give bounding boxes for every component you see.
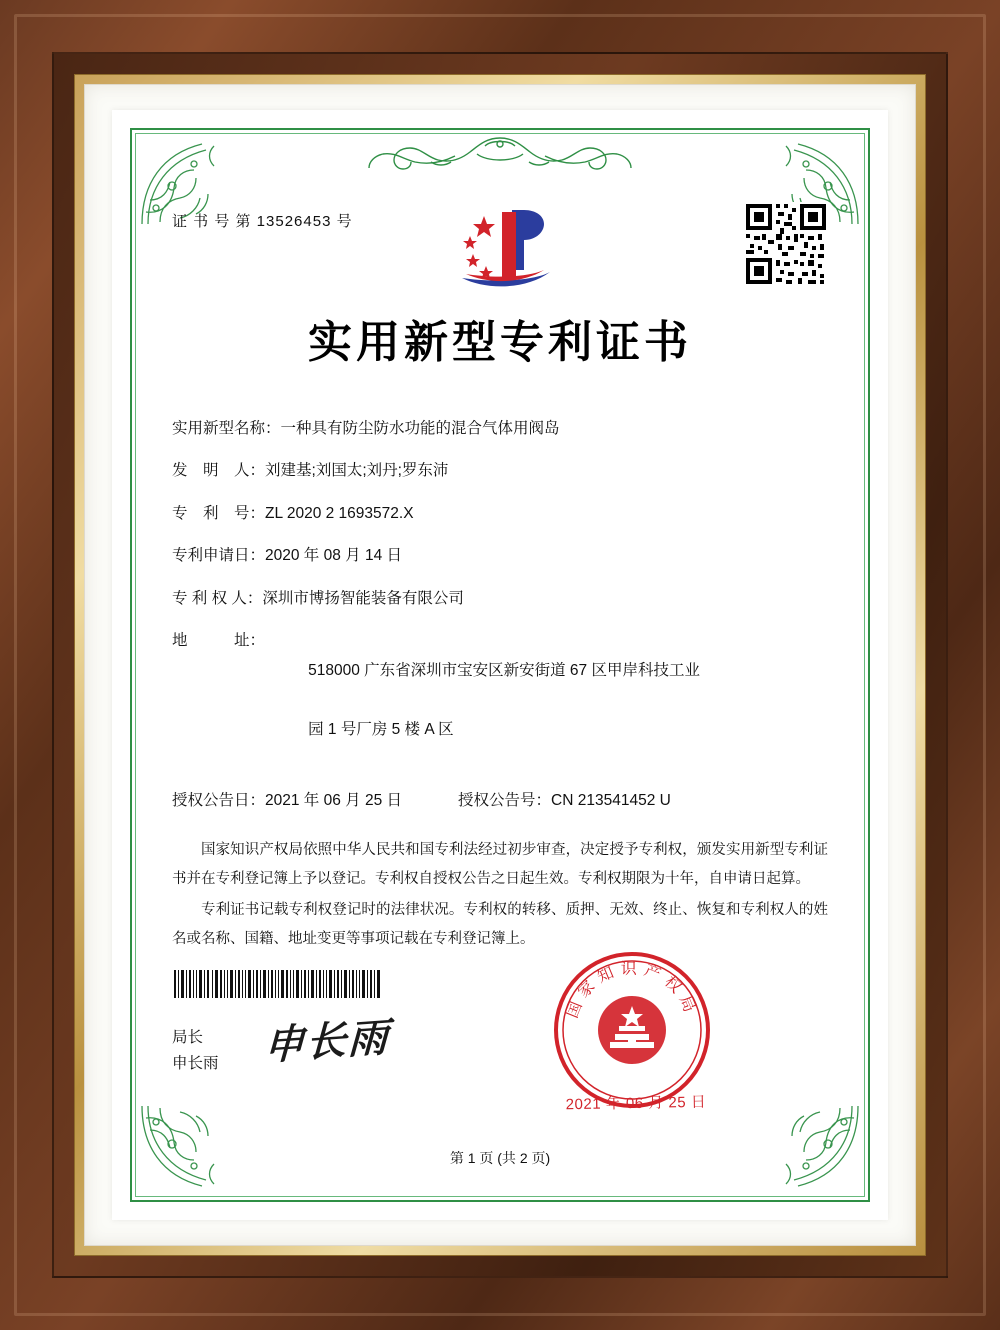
certificate-paper xyxy=(112,110,888,1220)
paragraph-1: 国家知识产权局依照中华人民共和国专利法经过初步审查，决定授予专利权，颁发实用新型专利证书并在专利登记簿上予以登记。专利权自授权公告之日起生效。专利权期限为十年，自申请日起算。 xyxy=(172,841,828,887)
field-inventors xyxy=(172,456,828,485)
field-utility-model-name xyxy=(172,414,828,443)
certificate-content xyxy=(172,196,828,956)
svg-text:国家知识产权局: 国家知识产权局 xyxy=(563,960,700,1021)
address-line-2: 园 1 号厂房 5 楼 A 区 xyxy=(308,720,454,738)
field-patent-number xyxy=(172,499,828,528)
page-title: 实用新型专利证书 xyxy=(308,317,692,368)
director-name: 申长雨 xyxy=(172,1055,219,1073)
cnipa-logo-icon xyxy=(440,196,560,292)
qr-code xyxy=(744,202,828,286)
grant-date-value: 2021 年 06 月 25 日 xyxy=(265,792,403,810)
seal-date: 2021 年 06 月 25 日 xyxy=(565,1093,707,1114)
field-address xyxy=(172,626,828,773)
grant-date-label: 授权公告日： xyxy=(172,792,266,810)
field-value: 一种具有防尘防水功能的混合气体用阀岛 xyxy=(280,420,560,437)
grant-number-label: 授权公告号： xyxy=(458,792,552,810)
field-value: 深圳市博扬智能装备有限公司 xyxy=(262,589,464,607)
field-application-date xyxy=(172,541,828,570)
field-label: 发 明 人： xyxy=(172,462,266,480)
address-line-1: 518000 广东省深圳市宝安区新安街道 67 区甲岸科技工业 xyxy=(308,661,700,679)
handwritten-signature: 申长雨 xyxy=(263,1013,391,1070)
field-patentee xyxy=(172,584,828,613)
field-label: 实用新型名称： xyxy=(172,420,281,437)
certificate-fields xyxy=(172,414,828,816)
field-grant-announcement xyxy=(172,786,828,815)
field-label: 专 利 权 人： xyxy=(172,589,263,607)
certificate-number: 证 书 号 第 13526453 号 xyxy=(172,213,353,230)
page-footer: 第 1 页 (共 2 页) xyxy=(449,1150,551,1166)
grant-number-value: CN 213541452 U xyxy=(551,792,671,810)
barcode xyxy=(172,970,382,998)
field-value: ZL 2020 2 1693572.X xyxy=(265,504,414,522)
director-label: 局长 xyxy=(172,1029,204,1046)
field-label: 专利申请日： xyxy=(172,547,266,565)
top-scroll-ornament-icon xyxy=(335,132,665,178)
field-value: 刘建基;刘国太;刘丹;罗东沛 xyxy=(265,462,449,480)
paragraph-2: 专利证书记载专利权登记时的法律状况。专利权的转移、质押、无效、终止、恢复和专利权人的姓名或名称、国籍、地址变更等事项记载在专利登记簿上。 xyxy=(172,901,828,947)
signature-block xyxy=(172,1025,219,1078)
certificate-header xyxy=(172,196,828,300)
certificate-body-text xyxy=(172,836,828,954)
field-value: 2020 年 08 月 14 日 xyxy=(265,547,403,565)
field-label: 地 址： xyxy=(172,632,266,650)
field-label: 专 利 号： xyxy=(172,504,266,522)
